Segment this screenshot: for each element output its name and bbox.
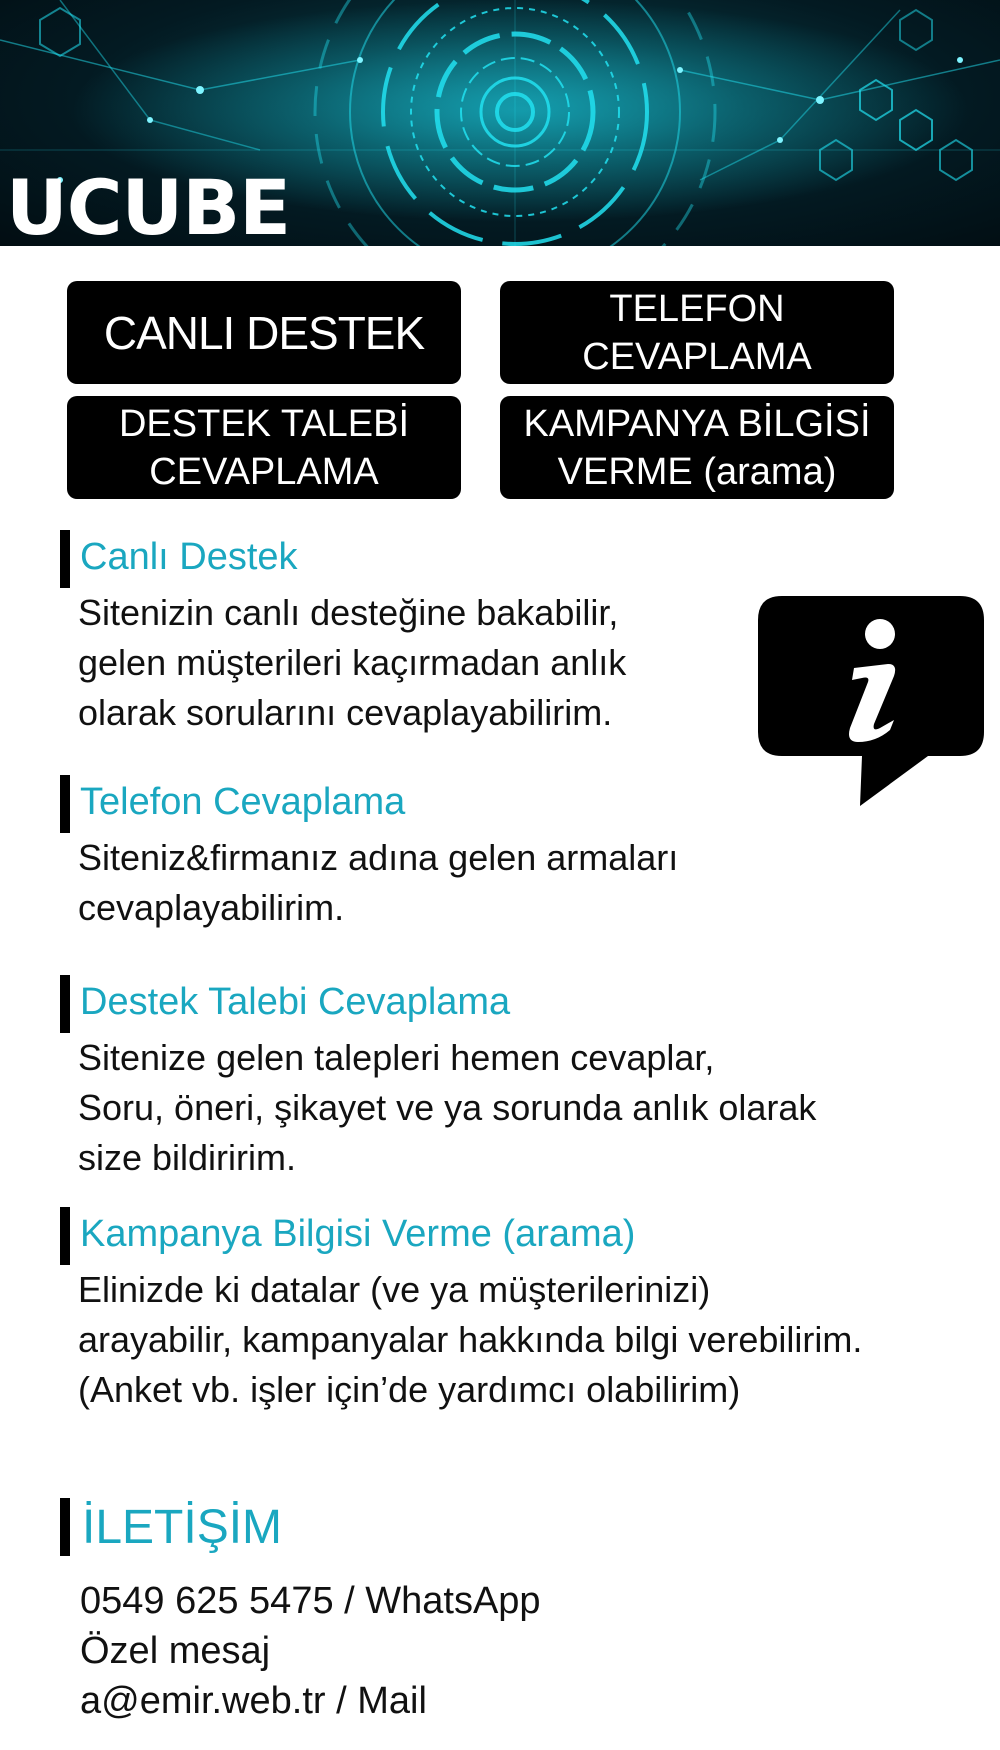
brand-name: UCUBE [6,163,291,246]
campaign-info-button-line2: VERME (arama) [557,450,837,493]
section-body-line: Soru, öneri, şikayet ve ya sorunda anlık olarak [78,1087,817,1128]
support-ticket-button-line2: CEVAPLAMA [149,450,379,493]
section-campaign-info [60,1207,960,1417]
section-accent-bar [60,1498,70,1556]
contact-email[interactable]: a@emir.web.tr / Mail [80,1680,427,1722]
section-title: Canlı Destek [80,536,298,578]
section-support-ticket [60,975,960,1185]
support-ticket-button-line1: DESTEK TALEBİ [118,402,410,445]
section-title: Telefon Cevaplama [80,781,406,823]
phone-answering-button[interactable] [500,281,894,384]
section-body [78,588,626,738]
section-body-line: Siteniz&firmanız adına gelen armaları [78,837,679,878]
live-support-button[interactable] [67,281,461,384]
section-body-line: Sitenizin canlı desteğine bakabilir, [78,592,619,633]
section-body-line: size bildiririm. [78,1137,297,1178]
contact-details [80,1576,541,1726]
section-accent-bar [60,530,70,588]
contact-phone[interactable]: 0549 625 5475 / WhatsApp [80,1580,541,1622]
section-accent-bar [60,1207,70,1265]
section-accent-bar [60,775,70,833]
section-title: Destek Talebi Cevaplama [80,981,511,1023]
section-body [78,1265,862,1415]
section-body-line: gelen müşterileri kaçırmadan anlık [78,642,627,683]
section-body [78,1033,816,1183]
campaign-info-button-line1: KAMPANYA BİLGİSİ [523,402,871,445]
campaign-info-button[interactable] [500,396,894,499]
section-body [78,833,678,933]
section-phone-answering [60,775,960,945]
header-banner [0,0,1000,246]
section-body-line: olarak sorularını cevaplayabilirim. [78,692,613,733]
phone-answering-button-line1: TELEFON [609,287,785,330]
section-body-line: arayabilir, kampanyalar hakkında bilgi verebilirim. [78,1319,863,1360]
section-accent-bar [60,975,70,1033]
contact-title: İLETİŞİM [82,1501,283,1554]
section-body-line: cevaplayabilirim. [78,887,345,928]
section-body-line: (Anket vb. işler için’de yardımcı olabilirim) [78,1369,741,1410]
section-title: Kampanya Bilgisi Verme (arama) [80,1213,636,1255]
section-body-line: Sitenize gelen talepleri hemen cevaplar, [78,1037,715,1078]
section-live-support [60,530,960,740]
contact-private-message: Özel mesaj [80,1630,271,1672]
phone-answering-button-line2: CEVAPLAMA [582,335,812,378]
section-body-line: Elinizde ki datalar (ve ya müşterilerinizi) [78,1269,711,1310]
live-support-button-label: CANLI DESTEK [103,306,425,359]
section-contact [60,1498,960,1738]
support-ticket-button[interactable] [67,396,461,499]
